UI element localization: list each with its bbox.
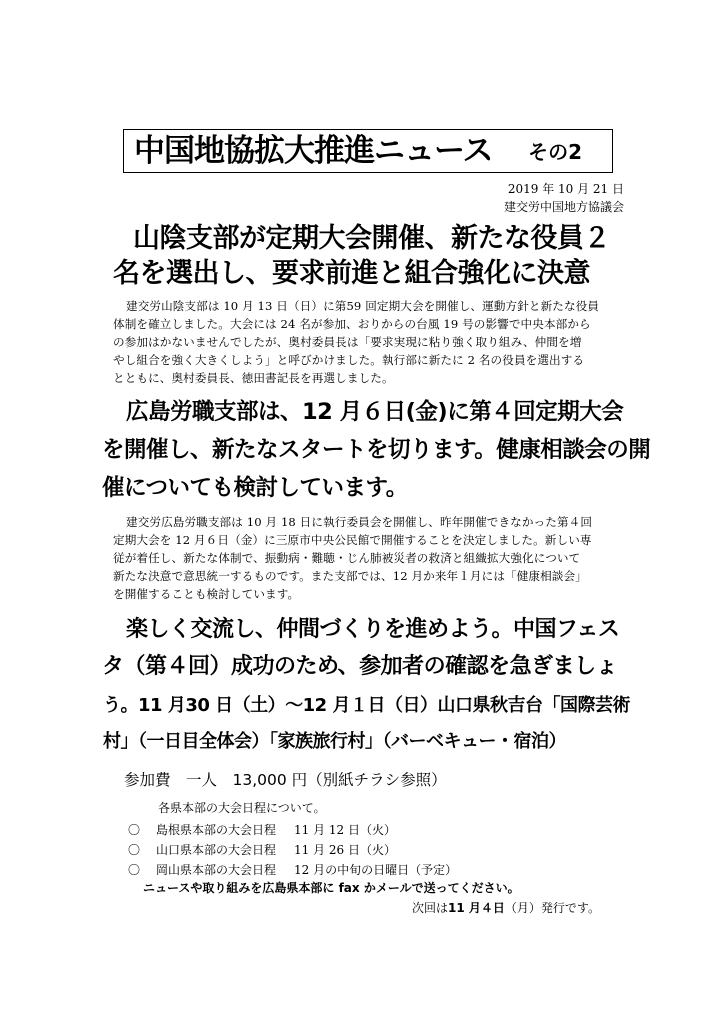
next-issue-prefix: 次回は bbox=[412, 901, 449, 915]
schedule-date: 12 月の中旬の日曜日（予定） bbox=[294, 863, 458, 877]
circle-bullet-icon: 〇 bbox=[128, 823, 141, 837]
article3-headline-line-3: う。11 月30 日（土）～12 月１日（日）山口県秋吉台「国際芸術 bbox=[103, 695, 630, 716]
article1-body-line: 体制を確立しました。大会には 24 名が参加、おりからの台風 19 号の影響で中央本部から bbox=[113, 317, 591, 331]
article1-headline-line-1: 山陰支部が定期大会開催、新たな役員２ bbox=[133, 223, 610, 254]
article2-headline-line-1: 広島労職支部は、12 月６日(金)に第４回定期大会 bbox=[126, 399, 624, 425]
schedule-row bbox=[128, 842, 396, 858]
next-issue-date: 11 月４日 bbox=[448, 901, 505, 915]
participation-fee: 参加費 一人 13,000 円（別紙チラシ参照） bbox=[124, 771, 447, 789]
article1-body-line: やし組合を強く大きくしよう」と呼びかけました。執行部に新たに 2 名の役員を選出する bbox=[113, 353, 585, 367]
article2-body-line: 定期大会を 12 月６日（金）に三原市中央公民館で開催することを決定しました。新しい専 bbox=[113, 533, 592, 547]
article1-body-line: とともに、奥村委員長、徳田書記長を再選しました。 bbox=[113, 371, 394, 385]
article2-headline-line-2: を開催し、新たなスタートを切ります。健康相談会の開 bbox=[102, 437, 651, 463]
next-issue-suffix: （月）発行です。 bbox=[504, 901, 600, 915]
article2-body-line: 従が着任し、新たな体制で、振動病・難聴・じん肺被災者の救済と組織拡大強化について bbox=[113, 551, 581, 565]
circle-bullet-icon: 〇 bbox=[128, 863, 141, 877]
masthead-box bbox=[123, 129, 613, 173]
publisher-name: 建交労中国地方協議会 bbox=[503, 200, 624, 214]
schedule-name: 島根県本部の大会日程 bbox=[156, 823, 277, 837]
article2-body-line: を開催することも検討しています。 bbox=[113, 587, 300, 601]
schedule-intro: 各県本部の大会日程について。 bbox=[158, 801, 326, 815]
schedule-name: 山口県本部の大会日程 bbox=[156, 843, 277, 857]
masthead-title: 中国地協拡大推進ニュース bbox=[134, 133, 493, 169]
article3-headline-line-2: タ（第４回）成功のため、参加者の確認を急ぎましょ bbox=[102, 654, 618, 679]
submission-request-note: ニュースや取り組みを広島県本部に fax かメールで送ってください。 bbox=[143, 881, 520, 895]
schedule-date: 11 月 12 日（火） bbox=[294, 823, 396, 837]
masthead-issue-number: その2 bbox=[528, 140, 582, 164]
schedule-name: 岡山県本部の大会日程 bbox=[156, 863, 277, 877]
next-issue-notice bbox=[412, 900, 600, 916]
article2-body-line: 建交労広島労職支部は 10 月 18 日に執行委員会を開催し、昨年開催できなかった第４回 bbox=[126, 515, 593, 529]
article3-headline-line-4: 村」（一日目全体会）「家族旅行村」（バーベキュー・宿泊） bbox=[103, 731, 566, 752]
issue-date: 2019 年 10 月 21 日 bbox=[507, 182, 624, 196]
article2-body-line: 新たな決意で意思統一するものです。また支部では、12 月か来年１月には「健康相談会」 bbox=[113, 569, 587, 583]
schedule-date: 11 月 26 日（火） bbox=[294, 843, 396, 857]
article2-headline-line-3: 催についても検討しています。 bbox=[102, 475, 408, 501]
circle-bullet-icon: 〇 bbox=[128, 843, 141, 857]
schedule-row bbox=[128, 822, 396, 838]
schedule-row bbox=[128, 862, 457, 878]
article3-headline-line-1: 楽しく交流し、仲間づくりを進めよう。中国フェス bbox=[126, 617, 620, 642]
article1-body-line: 建交労山陰支部は 10 月 13 日（日）に第59 回定期大会を開催し、運動方針と新たな役員 bbox=[126, 299, 600, 313]
article1-body-line: の参加はかないませんでしたが、奥村委員長は「要求実現に粘り強く取り組み、仲間を増 bbox=[113, 335, 582, 349]
article1-headline-line-2: 名を選出し、要求前進と組合強化に決意 bbox=[113, 258, 590, 289]
